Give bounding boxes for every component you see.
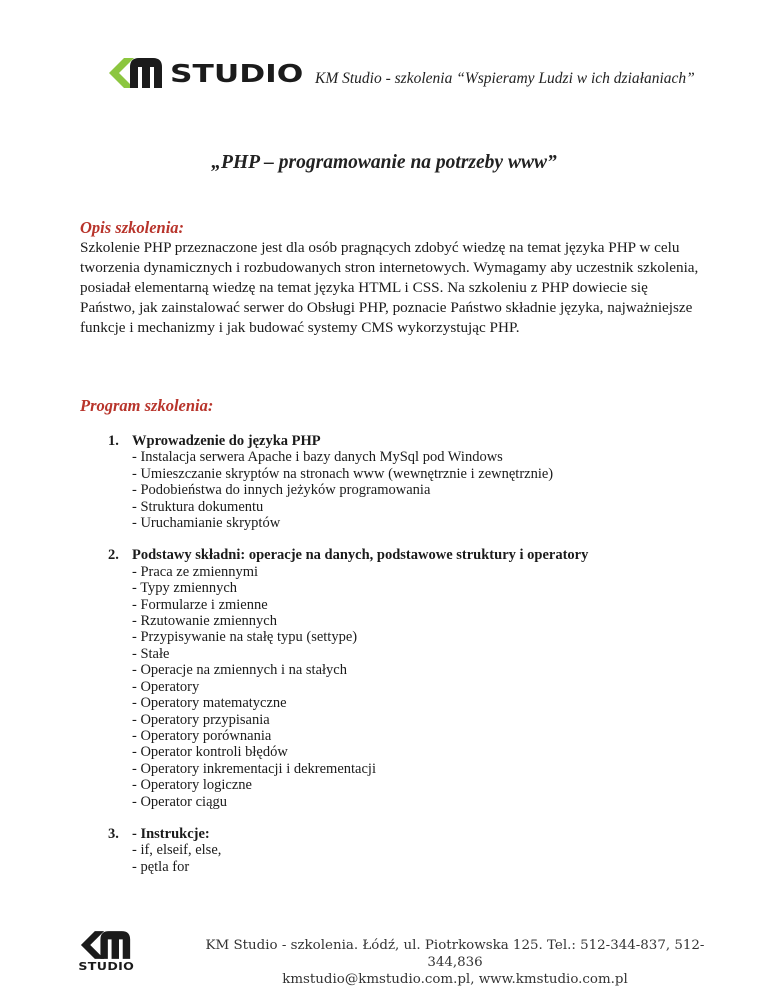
program-list [108, 433, 728, 891]
list-item: - Uruchamianie skryptów [132, 515, 281, 532]
km-logo-icon [108, 58, 164, 88]
list-item: - if, elseif, else, [132, 842, 222, 859]
section-number: 1. [108, 433, 119, 449]
list-item: - Operatory inkrementacji i dekrementacji [132, 760, 376, 777]
list-item: - Operatory matematyczne [132, 695, 287, 712]
footer-contact [195, 937, 715, 988]
header-logo [108, 58, 304, 88]
list-item: - Praca ze zmiennymi [132, 563, 259, 580]
footer-logo-wordmark: STUDIO [78, 961, 134, 973]
list-item: - Formularze i zmienne [132, 596, 268, 613]
program-section [108, 433, 728, 531]
km-logo-icon [80, 930, 132, 960]
description-heading: Opis szkolenia: [80, 218, 185, 237]
list-item: - pętla for [132, 858, 190, 875]
list-item: - Typy zmiennych [132, 580, 238, 597]
program-section [108, 826, 728, 875]
footer-logo [80, 930, 132, 973]
list-item: - Operator ciągu [132, 793, 228, 810]
footer-address: KM Studio - szkolenia. Łódź, ul. Piotrkowska 125. Tel.: 512-344-837, 512-344,836 [205, 938, 705, 970]
section-number: 3. [108, 825, 119, 842]
list-item: - Operatory przypisania [132, 711, 270, 728]
list-item: - Operator kontroli błędów [132, 744, 288, 761]
section-title: Podstawy składni: operacje na danych, podstawowe struktury i operatory [132, 547, 589, 564]
list-item: - Przypisywanie na stałę typu (settype) [132, 629, 358, 646]
list-item: - Operatory logiczne [132, 777, 252, 794]
list-item: - Operacje na zmiennych i na stałych [132, 662, 347, 679]
list-item: - Podobieństwa do innych jeżyków programowania [132, 482, 431, 499]
list-item: - Umieszczanie skryptów na stronach www (wewnętrznie i zewnętrznie) [132, 465, 554, 482]
list-item: - Instalacja serwera Apache i bazy danych MySql pod Windows [132, 449, 503, 466]
document-title: „PHP – programowanie na potrzeby www” [211, 152, 557, 173]
list-item: - Operatory [132, 678, 200, 695]
logo-wordmark: STUDIO [170, 58, 304, 88]
list-item: - Rzutowanie zmiennych [132, 613, 277, 630]
list-item: - Stałe [132, 645, 170, 662]
footer-links: kmstudio@kmstudio.com.pl, www.kmstudio.com.pl [282, 972, 628, 987]
header-tagline: KM Studio - szkolenia “Wspieramy Ludzi w ich działaniach” [315, 70, 695, 87]
section-title: Wprowadzenie do języka PHP [132, 433, 321, 449]
list-item: - Struktura dokumentu [132, 498, 264, 515]
section-number: 2. [108, 547, 119, 564]
program-heading: Program szkolenia: [80, 396, 214, 415]
description-paragraph: Szkolenie PHP przeznaczone jest dla osób pragnących zdobyć wiedzę na temat języka PHP w celu tworzenia dynamicznych i rozbudowanych stron internetowych. Wymagamy aby uczestnik szkolenia, posiadał elementarną wiedzę na temat języka HTML i CSS. Na szkoleniu z PHP dowiecie się Państwo, jak zainstalować serwer do Obsługi PHP, poznacie Państwo składnie języka, najważniejsze funkcje i mechanizmy i jak budować systemy CMS wykorzystując PHP. [80, 239, 699, 336]
list-item: - Operatory porównania [132, 727, 272, 744]
program-section [108, 547, 728, 810]
section-title: - Instrukcje: [132, 825, 210, 842]
